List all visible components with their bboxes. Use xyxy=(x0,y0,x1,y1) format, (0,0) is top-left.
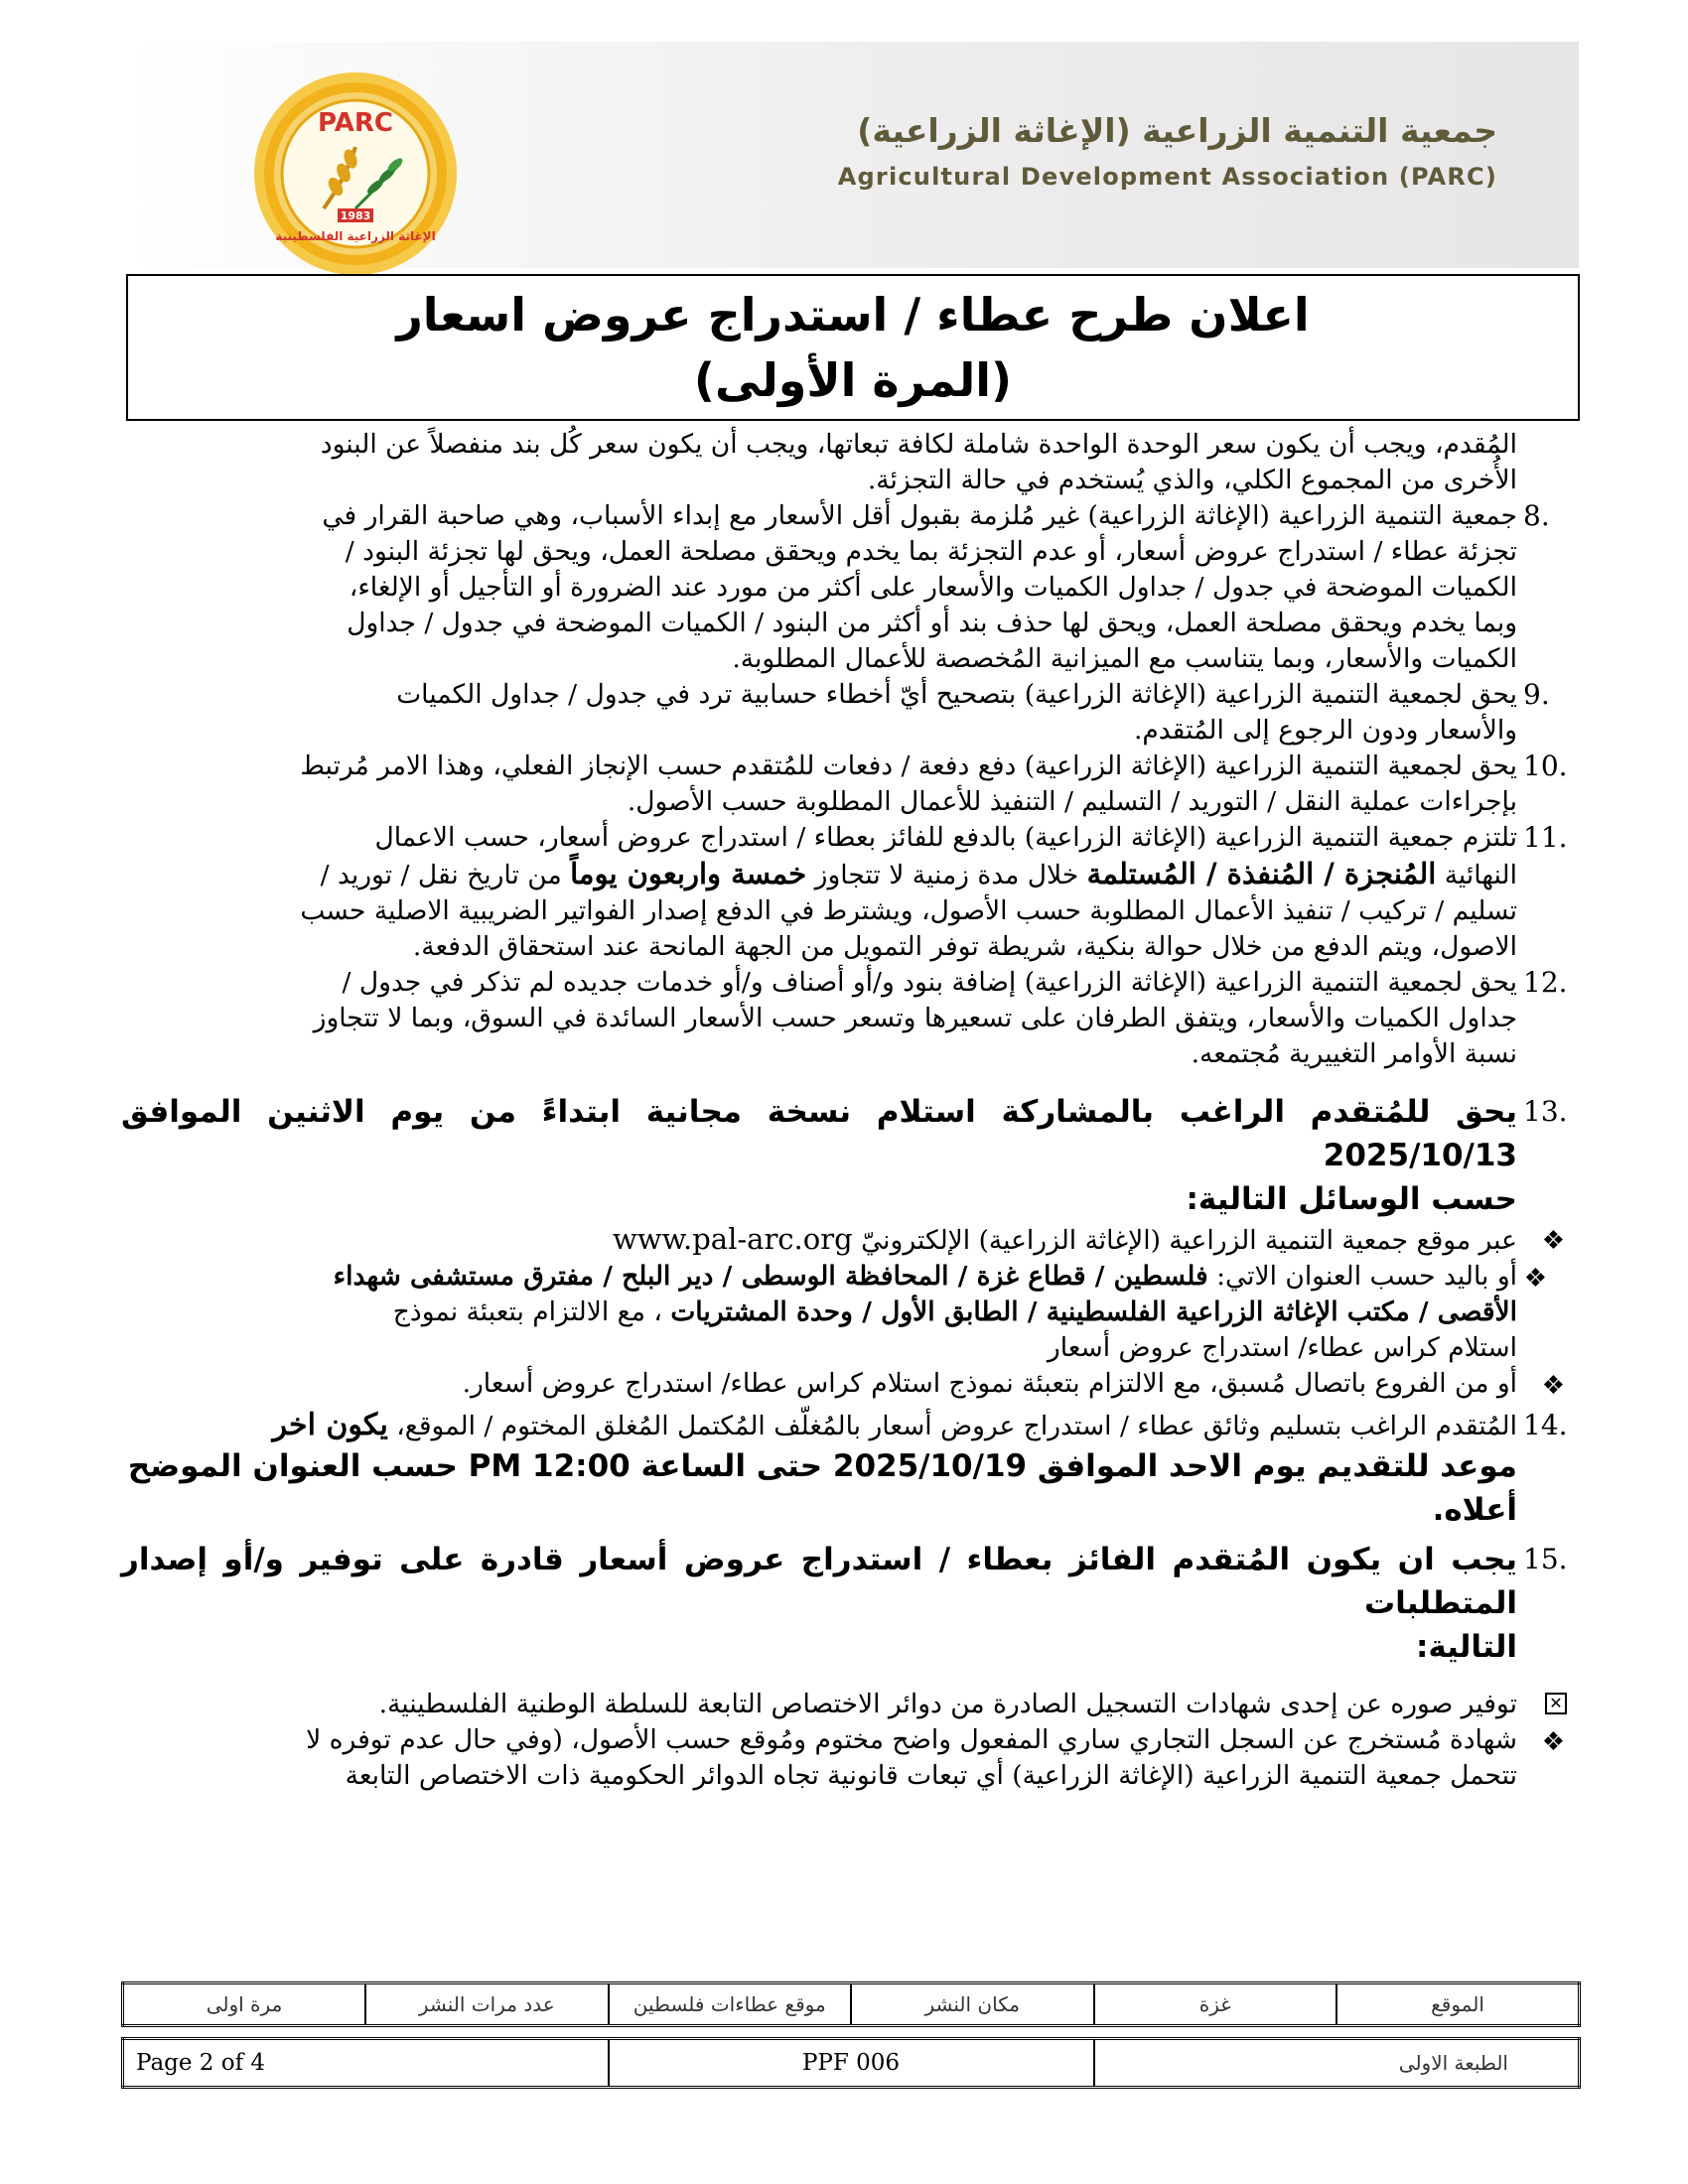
text-line: الاصول، ويتم الدفع من خلال حوالة بنكية، شريطة توفر التمويل من الجهة المانحة عند استحقاق الدفعة. xyxy=(412,931,1517,962)
requirement-registration xyxy=(121,1687,1563,1722)
text-line: الكميات الموضحة في جدول / جداول الكميات والأسعار على أكثر من مورد عند الضرورة أو التأجيل أو الإلغاء، xyxy=(349,572,1517,603)
text-line: جمعية التنمية الزراعية (الإغاثة الزراعية) غير مُلزمة بقبول أقل الأسعار مع إبداء الأسباب، وهي صاحبة القرار في xyxy=(322,500,1517,531)
clause-15 xyxy=(121,1538,1568,1669)
text-line: أو من الفروع باتصال مُسبق، مع الالتزام بتعبئة نموذج استلام كراس عطاء/ استدراج عروض أسعار. xyxy=(462,1368,1517,1399)
bold-span: الأقصى / مكتب الإغاثة الزراعية الفلسطينية / الطابق الأول / وحدة المشتريات xyxy=(670,1297,1517,1327)
text-line xyxy=(121,856,1517,893)
page-footer-table xyxy=(121,2037,1581,2089)
parc-logo xyxy=(207,69,504,278)
text-line xyxy=(121,1259,1517,1295)
diamond-bullet-icon: ❖ xyxy=(1541,1727,1565,1757)
text-line: استلام كراس عطاء/ استدراج عروض أسعار xyxy=(1047,1332,1517,1363)
clause-number: 15. xyxy=(1523,1543,1568,1575)
clause-number: 13. xyxy=(1523,1095,1568,1128)
text-span: المُتقدم الراغب بتسليم وثائق عطاء / استدراج عروض أسعار بالمُغلّف المُكتمل المُغلق المختوم / الموقع، xyxy=(387,1411,1517,1441)
logo-acronym: PARC xyxy=(318,108,393,138)
table-cell: موقع عطاءات فلسطين xyxy=(609,1983,852,2026)
text-line: تتحمل جمعية التنمية الزراعية (الإغاثة الزراعية) أي تبعات قانونية تجاه الدوائر الحكومية ذات الاختصاص التابعة xyxy=(345,1760,1517,1791)
text-span: خلال مدة زمنية لا تتجاوز xyxy=(806,860,1087,890)
website-url: www.pal-arc.org xyxy=(612,1222,853,1256)
text-line: يحق للمُتقدم الراغب بالمشاركة استلام نسخة مجانية ابتداءً من يوم الاثنين الموافق 2025/10/13 xyxy=(121,1094,1517,1173)
bold-span: خمسة واربعون يوماً xyxy=(570,857,807,890)
clause-number: 10. xyxy=(1523,750,1568,782)
text-line xyxy=(121,1408,1517,1444)
requirement-commercial-register xyxy=(121,1722,1565,1794)
clause-number: 9. xyxy=(1523,678,1550,711)
text-span: أو باليد حسب العنوان الاتي: xyxy=(1207,1261,1517,1292)
letterhead xyxy=(127,42,1579,268)
bullet-branches xyxy=(121,1366,1565,1402)
logo-arabic-text: الإغاثة الزراعية الفلسطينية xyxy=(275,229,436,243)
diamond-bullet-icon: ❖ xyxy=(1541,1226,1565,1256)
clause-number: 8. xyxy=(1523,499,1550,532)
logo-year: 1983 xyxy=(340,209,371,222)
text-line xyxy=(121,1221,1517,1259)
clause-11 xyxy=(121,820,1568,965)
table-cell: عدد مرات النشر xyxy=(365,1983,609,2026)
bullet-website xyxy=(121,1221,1565,1259)
text-line: يجب ان يكون المُتقدم الفائز بعطاء / استدراج عروض أسعار قادرة على توفير و/أو إصدار المتطلبات xyxy=(121,1542,1517,1621)
text-line: والأسعار ودون الرجوع إلى المُتقدم. xyxy=(1133,715,1517,746)
text-line: وبما يخدم ويحقق مصلحة العمل، ويحق لها حذف بند أو أكثر من البنود / الكميات الموضحة في جدول / جداول xyxy=(347,608,1517,638)
clause-12 xyxy=(121,965,1568,1072)
text-span: عبر موقع جمعية التنمية الزراعية (الإغاثة الزراعية) الإلكترونيّ xyxy=(861,1225,1517,1256)
clause-9 xyxy=(121,677,1550,749)
org-name-english: Agricultural Development Association (PARC) xyxy=(837,163,1497,191)
edition-label: الطبعة الاولى xyxy=(1094,2039,1580,2088)
text-line: شهادة مُستخرج عن السجل التجاري ساري المفعول واضح مختوم ومُوقع حسب الأصول، (وفي حال عدم توفره لا xyxy=(306,1724,1517,1755)
text-line: يحق لجمعية التنمية الزراعية (الإغاثة الزراعية) إضافة بنود و/أو أصناف و/أو خدمات جديده لم تذكر في جدول / xyxy=(342,967,1517,998)
text-line: يحق لجمعية التنمية الزراعية (الإغاثة الزراعية) دفع دفعة / دفعات للمُتقدم حسب الإنجاز الفعلي، وهذا الامر مُرتبط xyxy=(300,751,1517,781)
spacer xyxy=(121,1669,1517,1687)
text-line: يحق لجمعية التنمية الزراعية (الإغاثة الزراعية) بتصحيح أيّ أخطاء حسابية ترد في جدول / جداول الكميات xyxy=(396,679,1517,710)
document-body xyxy=(121,427,1568,1794)
text-line xyxy=(121,1295,1517,1330)
text-line: المُقدم، ويجب أن يكون سعر الوحدة الواحدة شاملة لكافة تبعاتها، ويجب أن يكون سعر كُل بند منفصلاً عن البنود xyxy=(320,429,1517,460)
bold-span: يكون اخر xyxy=(272,1408,388,1442)
form-code: PPF 006 xyxy=(609,2039,1094,2088)
clause-number: 11. xyxy=(1523,821,1568,854)
diamond-bullet-icon: ❖ xyxy=(1523,1264,1547,1294)
table-cell: مرة اولى xyxy=(123,1983,366,2026)
publication-info-table xyxy=(121,1981,1581,2027)
clause-14 xyxy=(121,1408,1568,1532)
text-line: موعد للتقديم يوم الاحد الموافق 2025/10/19 حتى الساعة 12:00 PM حسب العنوان الموضح xyxy=(127,1448,1517,1484)
text-line: بإجراءات عملية النقل / التوريد / التسليم / التنفيذ للأعمال المطلوبة حسب الأصول. xyxy=(627,786,1517,817)
text-span: النهائية xyxy=(1436,860,1517,890)
text-line: حسب الوسائل التالية: xyxy=(1186,1181,1517,1217)
bold-span: فلسطين / قطاع غزة / المحافظة الوسطى / دير البلح / مفترق مستشفى شهداء xyxy=(333,1261,1208,1292)
org-name-arabic: جمعية التنمية الزراعية (الإغاثة الزراعية) xyxy=(857,111,1497,150)
announcement-title: اعلان طرح عطاء / استدراج عروض اسعار xyxy=(396,288,1310,341)
text-line: التالية: xyxy=(1415,1629,1517,1665)
table-cell: مكان النشر xyxy=(851,1983,1094,2026)
text-line: تسليم / تركيب / تنفيذ الأعمال المطلوبة حسب الأصول، ويشترط في الدفع إصدار الفواتير الضريبية الاصلية حسب xyxy=(300,895,1517,926)
continuation-paragraph xyxy=(121,427,1517,498)
text-line: تجزئة عطاء / استدراج عروض أسعار، أو عدم التجزئة بما يخدم ويحقق مصلحة العمل، ويحق لها تجزئة البنود / xyxy=(345,536,1517,567)
table-cell: الموقع xyxy=(1336,1983,1580,2026)
page-number: Page 2 of 4 xyxy=(123,2039,609,2088)
clause-13 xyxy=(121,1090,1568,1221)
text-line: الكميات والأسعار، وبما يتناسب مع الميزانية المُخصصة للأعمال المطلوبة. xyxy=(732,643,1517,674)
text-line: تلتزم جمعية التنمية الزراعية (الإغاثة الزراعية) بالدفع للفائز بعطاء / استدراج عروض أسعار، حسب الاعمال xyxy=(374,822,1517,853)
text-line: نسبة الأوامر التغييرية مُجتمعه. xyxy=(1191,1038,1517,1069)
bold-span: المُنجزة / المُنفذة / المُستلمة xyxy=(1086,857,1437,890)
text-line: توفير صوره عن إحدى شهادات التسجيل الصادرة من دوائر الاختصاص التابعة للسلطة الوطنية الفلسطينية. xyxy=(378,1689,1517,1719)
clause-number: 14. xyxy=(1523,1409,1568,1441)
text-span: ، مع الالتزام بتعبئة نموذج xyxy=(392,1297,662,1327)
diamond-bullet-icon: ❖ xyxy=(1541,1371,1565,1401)
spacer xyxy=(121,1072,1517,1090)
clause-8 xyxy=(121,498,1550,677)
checkbox-x-icon: ✕ xyxy=(1545,1693,1567,1714)
table-row xyxy=(123,2039,1580,2088)
text-line: أعلاه. xyxy=(1432,1492,1517,1528)
announcement-subtitle: (المرة الأولى) xyxy=(693,353,1013,407)
announcement-title-box xyxy=(126,274,1580,421)
text-line: الأُخرى من المجموع الكلي، والذي يُستخدم في حالة التجزئة. xyxy=(867,465,1517,495)
clause-number: 12. xyxy=(1523,966,1568,999)
text-span: من تاريخ نقل / توريد / xyxy=(320,860,571,890)
bullet-by-hand xyxy=(121,1259,1547,1366)
text-line: جداول الكميات والأسعار، ويتفق الطرفان على تسعيرها وتسعر حسب الأسعار السائدة في السوق، وبما لا تتجاوز xyxy=(313,1003,1517,1033)
table-cell: غزة xyxy=(1094,1983,1337,2026)
clause-10 xyxy=(121,749,1568,820)
table-row xyxy=(123,1983,1580,2026)
